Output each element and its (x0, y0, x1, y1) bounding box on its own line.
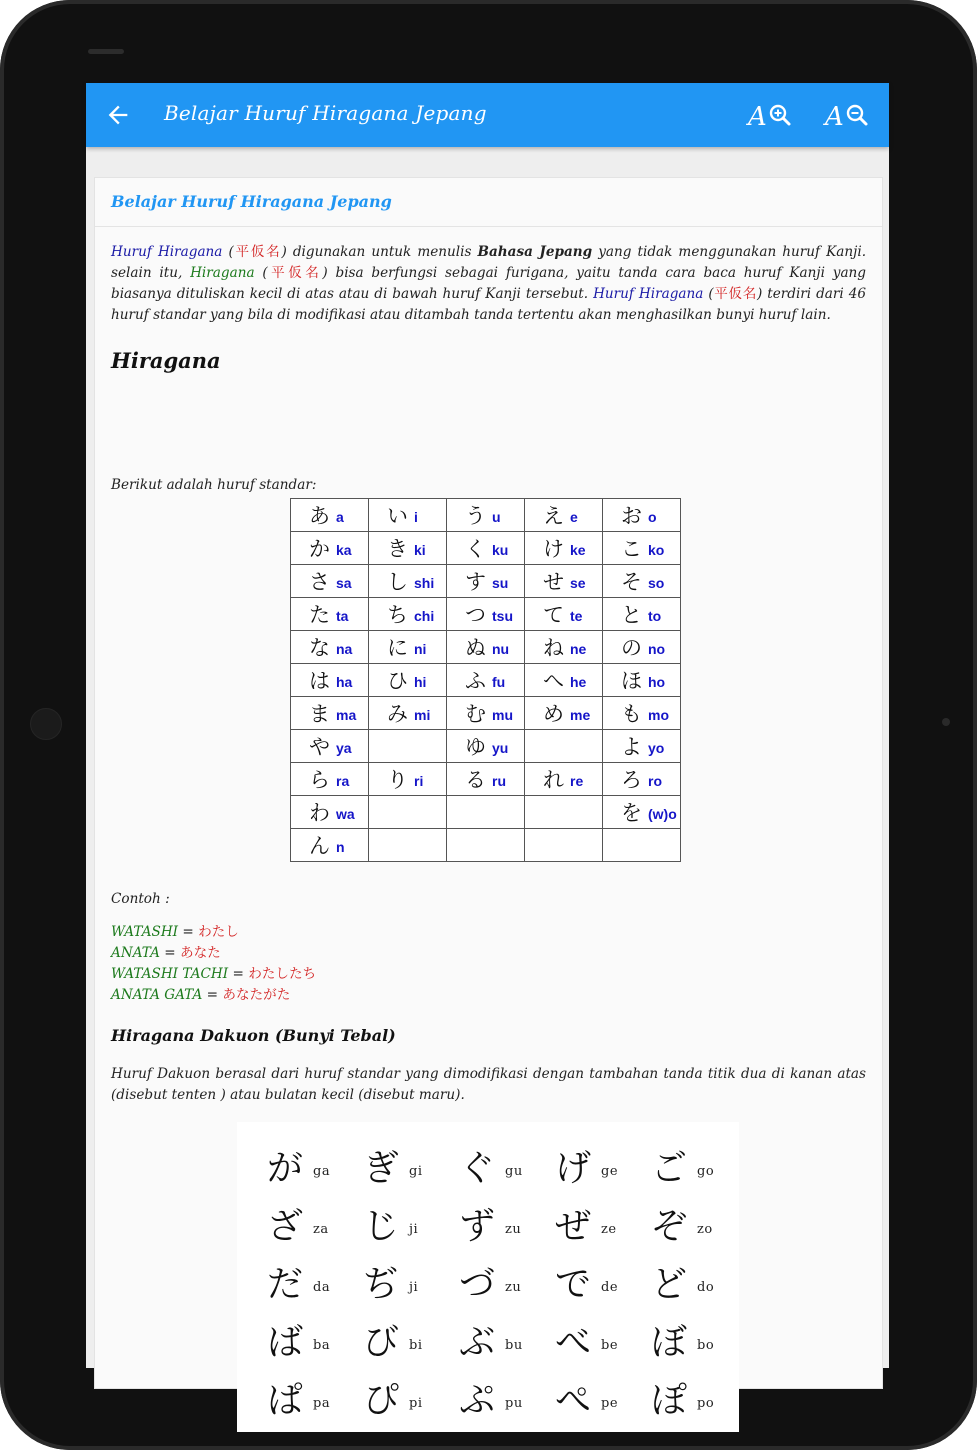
dakuon-romaji: gu (505, 1164, 523, 1179)
kana-row (291, 829, 681, 862)
content-card (94, 177, 883, 1421)
example-kana: わたし (198, 924, 239, 940)
kana-char: に (387, 636, 408, 660)
kana-char: ら (309, 768, 330, 792)
kana-row (291, 499, 681, 532)
kana-char: ひ (387, 669, 408, 693)
kana-cell (447, 664, 525, 697)
kana-cell (603, 829, 681, 862)
dakuon-romaji: pe (601, 1396, 619, 1411)
kana-cell (447, 499, 525, 532)
dakuon-char: だ (267, 1264, 304, 1305)
kana-romaji: e (570, 508, 578, 525)
kana-cell (603, 565, 681, 598)
kana-cell (603, 499, 681, 532)
kana-romaji: wa (336, 805, 355, 822)
kana-char: ろ (621, 768, 642, 792)
dakuon-romaji: ge (601, 1164, 619, 1179)
dakuon-romaji: ga (313, 1164, 331, 1179)
dakuon-romaji: za (313, 1222, 329, 1237)
kana-char: て (543, 603, 564, 627)
kana-cell (291, 598, 369, 631)
kana-char: よ (621, 735, 642, 759)
kana-char: な (309, 636, 330, 660)
text: ( (703, 286, 714, 302)
kana-char: け (543, 537, 564, 561)
kana-cell (525, 763, 603, 796)
example-kana: わたしたち (248, 966, 317, 982)
kana-romaji: fu (492, 673, 506, 690)
kana-char: る (465, 768, 486, 792)
example-equals: = (228, 966, 249, 982)
kana-cell (525, 664, 603, 697)
dakuon-cell (533, 1310, 629, 1368)
kana-cell (369, 697, 447, 730)
dakuon-cell (341, 1310, 437, 1368)
kana-cell (291, 697, 369, 730)
dakuon-chart-image (237, 1122, 739, 1432)
example-row (111, 922, 239, 943)
kana-char: い (387, 504, 408, 528)
dakuon-romaji: be (601, 1338, 619, 1353)
kana-cell (291, 631, 369, 664)
dakuon-char: づ (459, 1264, 496, 1305)
kana-char: せ (543, 570, 564, 594)
dakuon-char: べ (555, 1322, 592, 1363)
kana-char: め (543, 702, 564, 726)
kana-romaji: yo (648, 739, 665, 756)
kana-char: さ (309, 570, 330, 594)
kana-romaji: su (492, 574, 509, 591)
kana-cell (603, 730, 681, 763)
text: ) terdiri dari 46 huruf standar yang bila di modifikasi atau ditambah tanda tertentu akan menghasilkan bunyi huruf lain. (111, 286, 867, 323)
dakuon-cell (341, 1194, 437, 1252)
kana-romaji: hi (414, 673, 427, 690)
section-heading-dakuon: Hiragana Dakuon (Bunyi Tebal) (111, 1026, 396, 1045)
dakuon-romaji: pi (409, 1396, 423, 1411)
kana-char: ほ (621, 669, 642, 693)
kana-cell (525, 499, 603, 532)
kana-romaji: tsu (492, 607, 513, 624)
speaker-slot (88, 49, 124, 54)
dakuon-char: ぴ (363, 1380, 400, 1421)
kana-char: す (465, 570, 486, 594)
arrow-back-icon[interactable] (104, 101, 132, 129)
dakuon-cell (629, 1136, 725, 1194)
dakuon-romaji: pa (313, 1396, 331, 1411)
dakuon-row (237, 1368, 739, 1426)
kana-cell (447, 829, 525, 862)
kana-char: ん (309, 834, 330, 858)
kana-romaji: ta (336, 607, 349, 624)
kana-romaji: u (492, 508, 501, 525)
dakuon-char: ご (651, 1148, 688, 1189)
kana-cell (603, 697, 681, 730)
kana-char: ゆ (465, 735, 486, 759)
dakuon-romaji: ji (409, 1280, 419, 1295)
dakuon-romaji: bo (697, 1338, 715, 1353)
dakuon-romaji: ji (409, 1222, 419, 1237)
kana-romaji: ni (414, 640, 427, 657)
kana-row (291, 697, 681, 730)
kana-cell (369, 499, 447, 532)
dakuon-romaji: go (697, 1164, 715, 1179)
app-bar (86, 83, 889, 147)
dakuon-romaji: de (601, 1280, 619, 1295)
kana-romaji: sa (336, 574, 352, 591)
kana-romaji: ki (414, 541, 426, 558)
kana-cell (603, 796, 681, 829)
kana-char: ふ (465, 669, 486, 693)
kana-char: き (387, 537, 408, 561)
hiragana-standard-table (290, 498, 681, 862)
example-equals: = (159, 945, 180, 961)
term-hiragana: Hiragana (190, 265, 255, 281)
kana-cell (291, 796, 369, 829)
kana-char: え (543, 504, 564, 528)
kana-char: し (387, 570, 408, 594)
kana-cell (603, 631, 681, 664)
camera-dot (942, 718, 950, 726)
kana-cell (369, 829, 447, 862)
dakuon-cell (533, 1368, 629, 1426)
example-equals: = (202, 987, 223, 1003)
kana-romaji: re (570, 772, 584, 789)
dakuon-char: で (555, 1264, 592, 1305)
dakuon-paragraph: Huruf Dakuon berasal dari huruf standar yang dimodifikasi dengan tambahan tanda titik dua di kanan atas (disebut tenten ) atau bulatan kecil (disebut maru). (111, 1066, 866, 1103)
kana-row (291, 730, 681, 763)
kana-char: お (621, 504, 642, 528)
dakuon-romaji: do (697, 1280, 715, 1295)
dakuon-cell (245, 1194, 341, 1252)
dakuon-cell (245, 1310, 341, 1368)
bold-bahasa-jepang: Bahasa Jepang (477, 244, 593, 260)
kana-cell (369, 598, 447, 631)
kana-cell (525, 796, 603, 829)
example-equals: = (178, 924, 199, 940)
kana-romaji: no (648, 640, 666, 657)
dakuon-char: ぞ (651, 1206, 688, 1247)
kana-cell (447, 697, 525, 730)
app-screen (86, 83, 889, 1421)
kana-cell (525, 730, 603, 763)
dakuon-romaji: zu (505, 1222, 522, 1237)
kana-romaji: ya (336, 739, 352, 756)
text: ( (222, 244, 234, 260)
example-kana: あなたがた (222, 987, 291, 1003)
kanji-hiragana: 平仮名 (713, 286, 757, 302)
kana-char: そ (621, 570, 642, 594)
dakuon-cell (437, 1194, 533, 1252)
dakuon-char: ざ (267, 1206, 304, 1247)
dakuon-cell (245, 1252, 341, 1310)
dakuon-char: ぐ (459, 1148, 496, 1189)
kana-romaji: ro (648, 772, 662, 789)
kana-char: へ (543, 669, 564, 693)
kana-cell (369, 796, 447, 829)
kana-char: と (621, 603, 642, 627)
kana-cell (291, 532, 369, 565)
dakuon-char: ぱ (267, 1380, 304, 1421)
kana-romaji: a (336, 508, 344, 525)
dakuon-row (237, 1194, 739, 1252)
dakuon-romaji: gi (409, 1164, 423, 1179)
kana-char: こ (621, 537, 642, 561)
kana-romaji: ku (492, 541, 509, 558)
link-huruf-hiragana[interactable]: Huruf Hiragana (111, 244, 223, 260)
kana-cell (291, 664, 369, 697)
kana-cell (447, 532, 525, 565)
kana-cell (447, 565, 525, 598)
kana-char: か (309, 537, 330, 561)
dakuon-char: び (363, 1322, 400, 1363)
kana-romaji: ha (336, 673, 353, 690)
dakuon-romaji: bu (505, 1338, 523, 1353)
text: ) bisa berfungsi sebagai furigana, yaitu tanda cara baca huruf Kanji yang biasanya dituliskan kecil di atas atau di bawah huruf Kanji tersebut. (111, 265, 867, 302)
dakuon-romaji: po (697, 1396, 715, 1411)
kana-romaji: me (570, 706, 591, 723)
svg-text:A: A (825, 102, 844, 132)
example-romaji: ANATA GATA (111, 987, 203, 1003)
kana-cell (525, 532, 603, 565)
kana-romaji: na (336, 640, 353, 657)
kana-char: り (387, 768, 408, 792)
kana-cell (369, 532, 447, 565)
dakuon-row (237, 1136, 739, 1194)
dakuon-cell (437, 1136, 533, 1194)
dakuon-char: ば (267, 1322, 304, 1363)
dakuon-cell (533, 1136, 629, 1194)
kana-row (291, 796, 681, 829)
dakuon-char: ぼ (651, 1322, 688, 1363)
kana-char: つ (465, 603, 486, 627)
kana-romaji: te (570, 607, 583, 624)
kana-char: む (465, 702, 486, 726)
zoom-in-text-icon[interactable] (746, 99, 792, 131)
kana-romaji: mi (414, 706, 431, 723)
kana-romaji: to (648, 607, 662, 624)
example-row (111, 985, 290, 1006)
kana-romaji: so (648, 574, 665, 591)
dakuon-cell (437, 1252, 533, 1310)
kana-char: ぬ (465, 636, 486, 660)
intro-paragraph (111, 242, 866, 326)
dakuon-cell (341, 1368, 437, 1426)
kana-romaji: i (414, 508, 418, 525)
kana-row (291, 598, 681, 631)
dakuon-cell (341, 1252, 437, 1310)
kana-romaji: chi (414, 607, 435, 624)
kana-romaji: yu (492, 739, 509, 756)
kana-char: ま (309, 702, 330, 726)
text: ( (254, 265, 268, 281)
dakuon-cell (629, 1252, 725, 1310)
dakuon-cell (437, 1368, 533, 1426)
link-huruf-hiragana[interactable]: Huruf Hiragana (593, 286, 704, 302)
dakuon-cell (629, 1310, 725, 1368)
text: ) digunakan untuk menulis (281, 244, 478, 260)
dakuon-row (237, 1252, 739, 1310)
dakuon-cell (533, 1252, 629, 1310)
kana-romaji: shi (414, 574, 435, 591)
kana-row (291, 631, 681, 664)
dakuon-cell (245, 1136, 341, 1194)
dakuon-romaji: zu (505, 1280, 522, 1295)
kana-cell (291, 829, 369, 862)
kana-char: あ (309, 504, 330, 528)
example-romaji: WATASHI (111, 924, 179, 940)
kana-cell (603, 532, 681, 565)
kana-char: ね (543, 636, 564, 660)
dakuon-romaji: bi (409, 1338, 423, 1353)
dakuon-cell (533, 1194, 629, 1252)
dakuon-char: ど (651, 1264, 688, 1305)
kanji-hiragana: 平仮名 (267, 265, 323, 281)
kana-cell (447, 598, 525, 631)
dakuon-romaji: pu (505, 1396, 523, 1411)
kana-row (291, 565, 681, 598)
dakuon-char: ず (459, 1206, 496, 1247)
kana-row (291, 532, 681, 565)
dakuon-cell (437, 1310, 533, 1368)
kana-cell (447, 796, 525, 829)
kana-romaji: ru (492, 772, 506, 789)
kana-romaji: se (570, 574, 586, 591)
kana-cell (291, 499, 369, 532)
kana-cell (525, 631, 603, 664)
example-romaji: WATASHI TACHI (111, 966, 229, 982)
dakuon-char: ぎ (363, 1148, 400, 1189)
kana-char: う (465, 504, 486, 528)
kana-cell (369, 664, 447, 697)
kana-romaji: ma (336, 706, 357, 723)
dakuon-char: ぶ (459, 1322, 496, 1363)
kana-char: や (309, 735, 330, 759)
kana-romaji: he (570, 673, 587, 690)
kana-cell (603, 664, 681, 697)
contoh-label: Contoh : (111, 891, 170, 907)
dakuon-cell (245, 1368, 341, 1426)
kana-romaji: ne (570, 640, 587, 657)
kana-cell (291, 763, 369, 796)
kana-romaji: nu (492, 640, 510, 657)
kana-row (291, 763, 681, 796)
kanji-hiragana: 平仮名 (233, 244, 282, 260)
kana-romaji: ra (336, 772, 350, 789)
kana-char: も (621, 702, 642, 726)
kana-romaji: mo (648, 706, 669, 723)
kana-char: み (387, 702, 408, 726)
dakuon-char: ぷ (459, 1380, 496, 1421)
kana-char: わ (309, 801, 330, 825)
dakuon-char: ぜ (555, 1206, 592, 1247)
dakuon-romaji: zo (697, 1222, 713, 1237)
kana-cell (291, 565, 369, 598)
kana-cell (603, 763, 681, 796)
kana-romaji: (w)o (648, 805, 677, 822)
kana-char: れ (543, 768, 564, 792)
kana-romaji: ke (570, 541, 586, 558)
kana-romaji: ko (648, 541, 665, 558)
example-row (111, 943, 221, 964)
divider (95, 226, 882, 227)
dakuon-cell (629, 1194, 725, 1252)
dakuon-romaji: ze (601, 1222, 617, 1237)
zoom-out-text-icon[interactable] (823, 99, 869, 131)
kana-cell (369, 763, 447, 796)
kana-cell (291, 730, 369, 763)
kana-cell (525, 697, 603, 730)
kana-romaji: mu (492, 706, 513, 723)
dakuon-char: げ (555, 1148, 592, 1189)
kana-romaji: ka (336, 541, 352, 558)
dakuon-char: じ (363, 1206, 400, 1247)
text: yang tidak menggunakan huruf Kanji. selain itu, (111, 244, 867, 281)
card-title: Belajar Huruf Hiragana Jepang (111, 192, 392, 211)
kana-cell (447, 730, 525, 763)
dakuon-cell (341, 1136, 437, 1194)
kana-cell (447, 631, 525, 664)
kana-romaji: o (648, 508, 657, 525)
dakuon-romaji: da (313, 1280, 331, 1295)
standard-label: Berikut adalah huruf standar: (111, 477, 317, 493)
kana-cell (525, 565, 603, 598)
dakuon-row (237, 1310, 739, 1368)
kana-char: を (621, 801, 642, 825)
kana-char: く (465, 537, 486, 561)
dakuon-char: ぽ (651, 1380, 688, 1421)
kana-char: た (309, 603, 330, 627)
svg-text:A: A (748, 102, 767, 132)
kana-cell (369, 631, 447, 664)
kana-cell (525, 829, 603, 862)
kana-char: ち (387, 603, 408, 627)
kana-cell (447, 763, 525, 796)
dakuon-char: ぺ (555, 1380, 592, 1421)
kana-cell (603, 598, 681, 631)
example-row (111, 964, 316, 985)
app-title: Belajar Huruf Hiragana Jepang (164, 101, 487, 125)
kana-cell (525, 598, 603, 631)
kana-char: は (309, 669, 330, 693)
dakuon-char: が (267, 1148, 304, 1189)
dakuon-char: ぢ (363, 1264, 400, 1305)
example-romaji: ANATA (111, 945, 160, 961)
section-heading-hiragana: Hiragana (111, 348, 221, 373)
home-button[interactable] (30, 708, 62, 740)
kana-romaji: n (336, 838, 345, 855)
dakuon-cell (629, 1368, 725, 1426)
dakuon-romaji: ba (313, 1338, 331, 1353)
kana-char: の (621, 636, 642, 660)
kana-cell (369, 565, 447, 598)
kana-romaji: ho (648, 673, 666, 690)
kana-romaji: ri (414, 772, 424, 789)
kana-row (291, 664, 681, 697)
example-kana: あなた (179, 945, 221, 961)
kana-cell (369, 730, 447, 763)
